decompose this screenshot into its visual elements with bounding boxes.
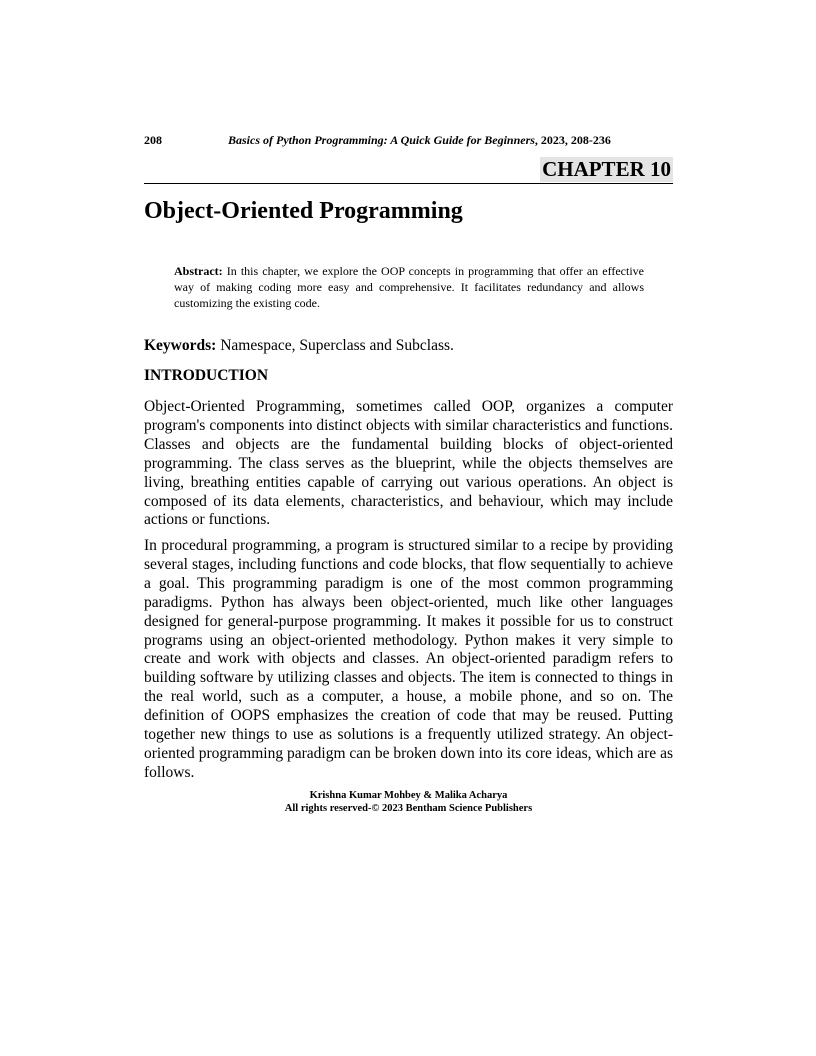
- chapter-label: CHAPTER 10: [542, 157, 671, 181]
- abstract: [174, 263, 644, 311]
- abstract-text: In this chapter, we explore the OOP concepts in programming that offer an effective way of making coding more easy and comprehensive. It facilitates redundancy and allows customizing the existing code.: [174, 264, 644, 310]
- footer-rights: All rights reserved-© 2023 Bentham Science Publishers: [284, 802, 533, 814]
- running-title: [228, 133, 611, 148]
- citation-info: , 2023, 208-236: [534, 133, 611, 147]
- body-paragraph-2: In procedural programming, a program is structured similar to a recipe by providing several stages, including functions and code blocks, that flow sequentially to achieve a goal. This programming paradigm is one of the most common programming paradigms. Python has always been object-oriented, much like other languages designed for general-purpose programming. It makes it possible for us to construct programs using an object-oriented methodology. Python makes it very simple to create and work with objects and classes. An object-oriented paradigm refers to building software by utilizing classes and objects. The item is connected to things in the real world, such as a computer, a house, a mobile phone, and so on. The definition of OOPS emphasizes the creation of code that may be reused. Putting together new things to use as solutions is a frequently utilized strategy. An object-oriented programming paradigm can be broken down into its core ideas, which are as follows.: [144, 537, 673, 781]
- page-number: 208: [144, 133, 162, 147]
- section-heading: INTRODUCTION: [144, 367, 269, 384]
- book-title: Basics of Python Programming: A Quick Guide for Beginners: [228, 133, 535, 147]
- body-paragraph-1: Object-Oriented Programming, sometimes called OOP, organizes a computer program's components into distinct objects with similar characteristics and functions. Classes and objects are the fundamental building blocks of object-oriented programming. The class serves as the blueprint, while the objects themselves are living, breathing entities capable of carrying out various operations. An object is composed of its data elements, characteristics, and behaviour, which may include actions or functions.: [144, 398, 673, 529]
- chapter-rule: [144, 157, 673, 184]
- keywords-text: Namespace, Superclass and Subclass.: [216, 337, 454, 354]
- chapter-title: Object-Oriented Programming: [144, 198, 463, 224]
- keywords-label: Keywords:: [144, 337, 217, 354]
- footer-authors: Krishna Kumar Mohbey & Malika Acharya: [309, 790, 508, 801]
- page-footer: [144, 790, 673, 815]
- keywords: [144, 336, 454, 356]
- abstract-label: Abstract:: [174, 264, 223, 278]
